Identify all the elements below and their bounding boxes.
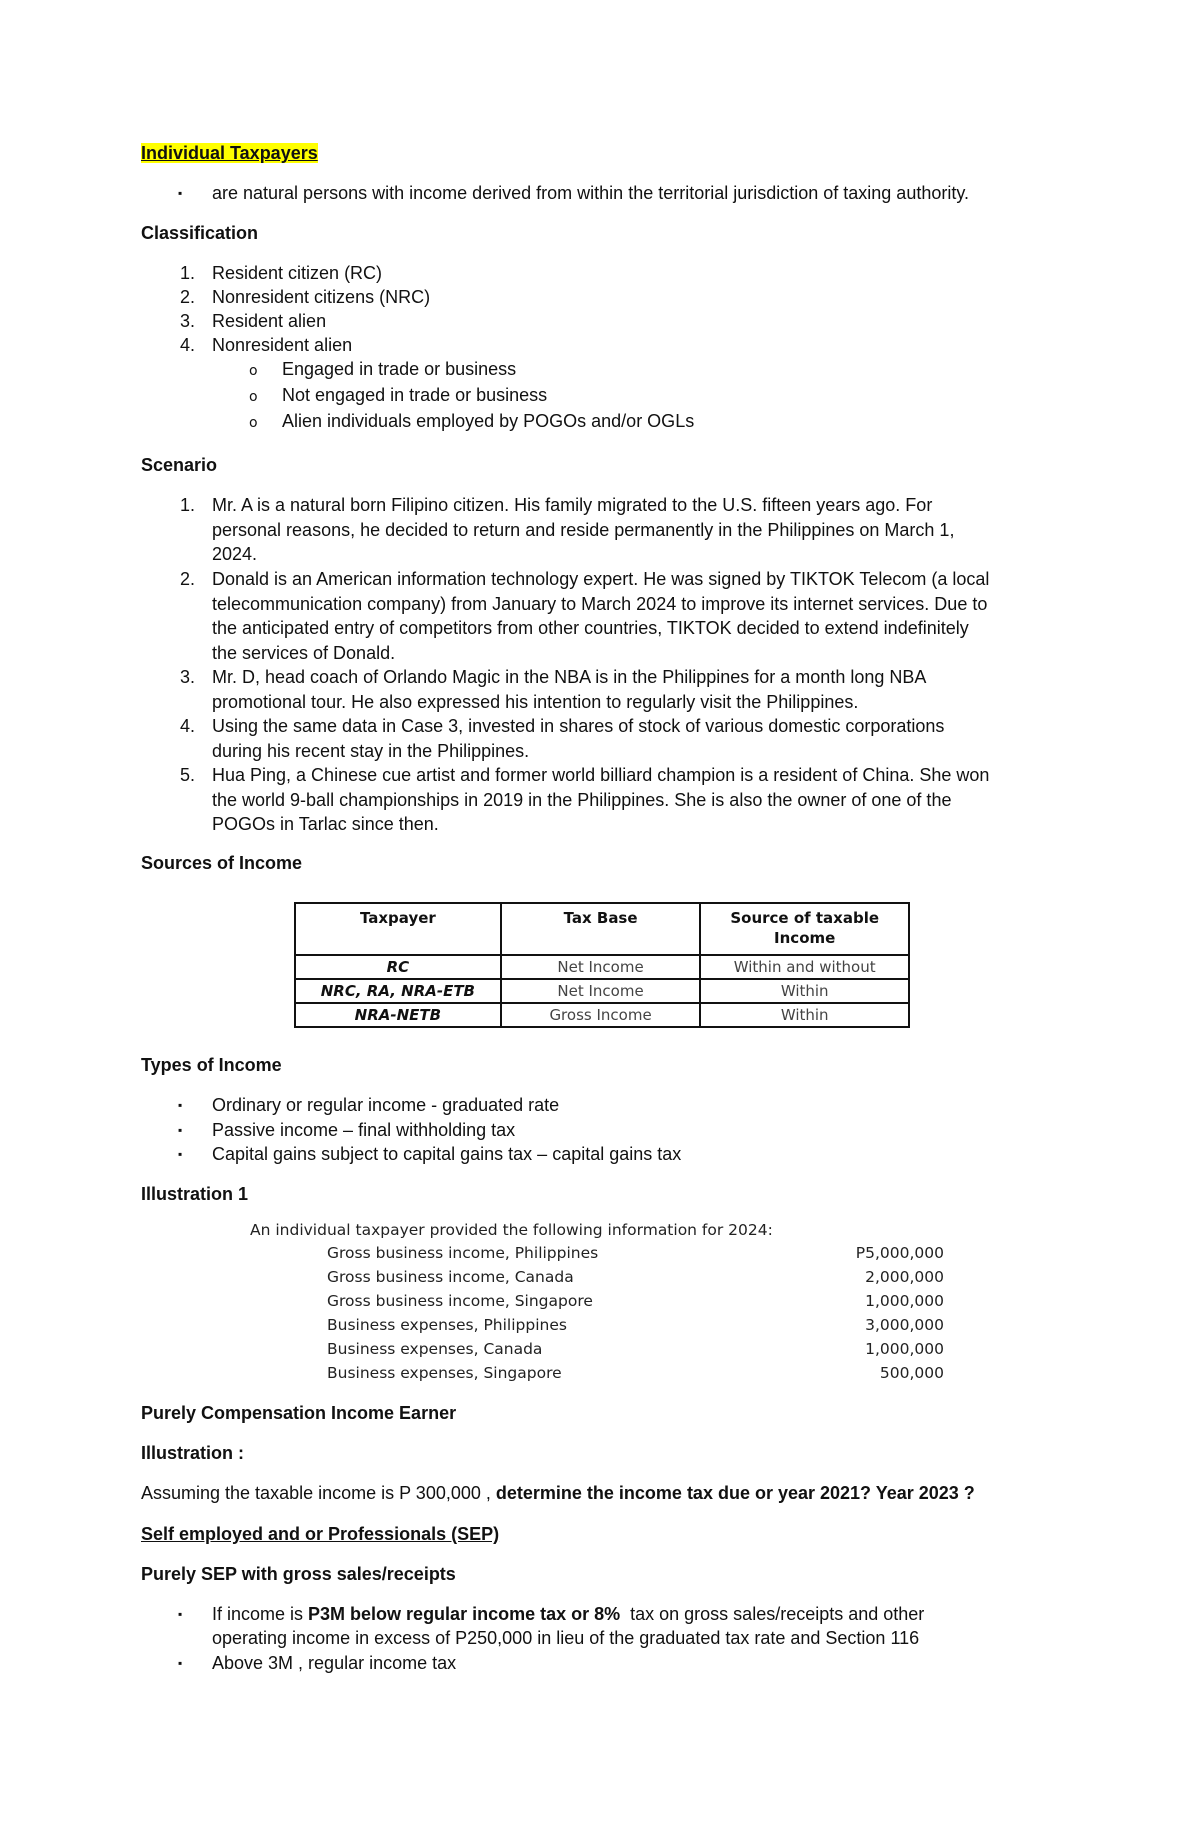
scenario-line: the anticipated entry of competitors from other countries, TIKTOK decided to extend indefinitely [212,618,969,638]
types-item: Ordinary or regular income - graduated rate [212,1095,560,1115]
sep-subtitle: Purely SEP with gross sales/receipts [141,1564,456,1584]
definition-text: are natural persons with income derived from within the territorial jurisdiction of taxing authority. [212,183,970,203]
section-heading [141,141,318,165]
illustration1-label: Gross business income, Singapore [327,1292,593,1310]
illustration1-label: Business expenses, Singapore [327,1364,562,1382]
list-number: 2. [179,287,195,307]
scenario-line: Using the same data in Case 3, invested in shares of stock of various domestic corporations [212,716,945,736]
scenario-line: promotional tour. He also expressed his intention to regularly visit the Philippines. [212,691,859,712]
list-number: 3. [179,667,195,687]
illustration1-amount: P5,000,000 [855,1244,944,1262]
table-cell: Net Income [501,979,701,1003]
illustration1-title: Illustration 1 [141,1184,249,1204]
table-cell: Within [700,979,909,1003]
classification-item: Resident alien [212,311,327,331]
illustration1-label: Business expenses, Canada [327,1340,543,1358]
compensation-title: Purely Compensation Income Earner [141,1403,457,1423]
bullet-icon: ▪ [178,1123,183,1137]
table-row [295,1003,909,1027]
table-cell: RC [295,955,501,979]
sep-text: tax on gross sales/receipts and other [620,1604,925,1624]
illustration1-label: Gross business income, Philippines [327,1244,599,1262]
sep-bullet-line: operating income in excess of P250,000 in lieu of the graduated tax rate and Section 116 [212,1628,920,1648]
classification-subitem: Engaged in trade or business [282,359,517,379]
scenario-line: the world 9-ball championships in 2019 in the Philippines. She is also the owner of one of the [212,789,952,810]
table-row [295,979,909,1003]
scenario-line: Mr. A is a natural born Filipino citizen. His family migrated to the U.S. fifteen years ago. For [212,495,933,515]
scenario-line: during his recent stay in the Philippines. [212,740,530,761]
table-row [295,955,909,979]
sep-bullet-line [212,1602,924,1626]
table-cell: Within [700,1003,909,1027]
sub-bullet-icon: o [249,389,258,405]
bullet-icon: ▪ [178,1098,183,1112]
compensation-illustration-title: Illustration : [141,1443,244,1463]
scenario-line: telecommunication company) from January to March 2024 to improve its internet services. Due to [212,593,988,614]
classification-subitem: Alien individuals employed by POGOs and/or OGLs [282,411,695,431]
list-number: 1. [179,263,195,283]
bullet-icon: ▪ [178,1607,183,1621]
bullet-icon: ▪ [178,1656,183,1670]
table-header: Taxpayer [295,903,501,955]
sep-bullet-line: Above 3M , regular income tax [212,1653,457,1673]
scenario-line: 2024. [212,544,258,564]
compensation-text [141,1481,975,1505]
classification-item: Nonresident citizens (NRC) [212,287,431,307]
table-cell: Gross Income [501,1003,701,1027]
illustration1-amount: 3,000,000 [865,1316,944,1334]
scenario-item [212,567,989,665]
sep-text-bold: P3M below regular income tax or 8% [308,1604,621,1624]
scenario-line: the services of Donald. [212,642,396,663]
scenario-line: personal reasons, he decided to return and reside permanently in the Philippines on March 1, [212,519,955,540]
list-number: 4. [179,335,195,355]
illustration1-amount: 1,000,000 [865,1340,944,1358]
scenario-line: Hua Ping, a Chinese cue artist and former world billiard champion is a resident of China. She won [212,765,990,785]
sub-bullet-icon: o [249,363,258,379]
sub-bullet-icon: o [249,415,258,431]
list-number: 2. [179,569,195,589]
bullet-icon: ▪ [178,186,183,200]
scenario-line: POGOs in Tarlac since then. [212,814,439,834]
compensation-text-plain: Assuming the taxable income is P 300,000 , [141,1483,496,1503]
scenario-item [212,665,926,714]
illustration1-label: Business expenses, Philippines [327,1316,567,1334]
table-cell: Within and without [700,955,909,979]
scenario-line: Mr. D, head coach of Orlando Magic in the NBA is in the Philippines for a month long NBA [212,667,927,687]
table-cell: NRA-NETB [295,1003,501,1027]
list-number: 4. [179,716,195,736]
illustration1-amount: 500,000 [879,1364,944,1382]
table-header: Source of taxable Income [700,903,909,955]
table-header-row [295,903,909,955]
classification-title: Classification [141,223,259,243]
types-item: Passive income – final withholding tax [212,1120,516,1140]
compensation-text-bold: determine the income tax due or year 2021? Year 2023 ? [495,1483,975,1503]
sources-title: Sources of Income [141,853,303,873]
list-number: 3. [179,311,195,331]
types-item: Capital gains subject to capital gains tax – capital gains tax [212,1144,682,1164]
heading-text: Individual Taxpayers [141,143,318,163]
illustration1-amount: 1,000,000 [865,1292,944,1310]
sep-title: Self employed and or Professionals (SEP) [141,1524,500,1544]
list-number: 5. [179,765,195,785]
classification-subitem: Not engaged in trade or business [282,385,548,405]
classification-item: Nonresident alien [212,335,353,355]
scenario-item [212,493,954,567]
table-cell: NRC, RA, NRA-ETB [295,979,501,1003]
illustration1-amount: 2,000,000 [865,1268,944,1286]
sources-table [294,902,910,1028]
sep-text: If income is [212,1604,309,1624]
scenario-item [212,763,989,837]
illustration1-intro: An individual taxpayer provided the following information for 2024: [250,1221,773,1239]
types-title: Types of Income [141,1055,282,1075]
illustration1-label: Gross business income, Canada [327,1268,574,1286]
list-number: 1. [179,495,195,515]
classification-item: Resident citizen (RC) [212,263,383,283]
bullet-icon: ▪ [178,1147,183,1161]
scenario-line: Donald is an American information technology expert. He was signed by TIKTOK Telecom (a local [212,569,990,589]
table-header: Tax Base [501,903,701,955]
scenario-title: Scenario [141,455,218,475]
table-cell: Net Income [501,955,701,979]
scenario-item [212,714,944,763]
